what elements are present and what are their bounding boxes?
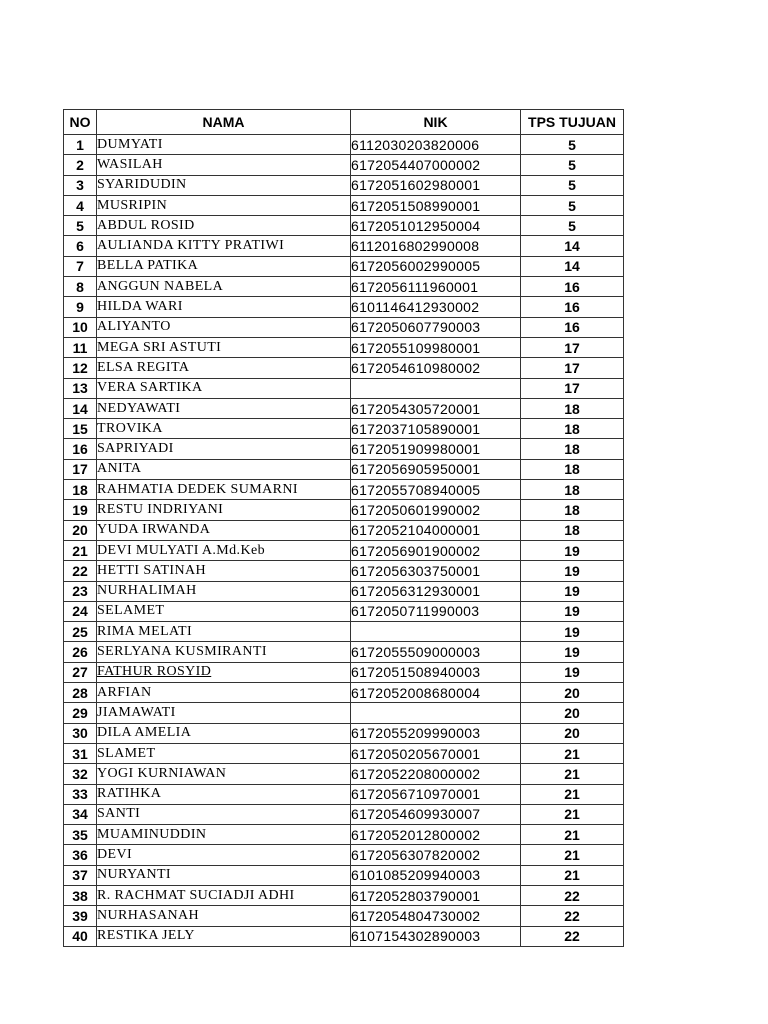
name-cell: RIMA MELATI [97,622,351,642]
tps-cell: 22 [521,926,624,946]
row-number-cell: 12 [64,358,97,378]
table-row [64,865,624,885]
row-number-cell: 23 [64,581,97,601]
name-cell: TROVIKA [97,419,351,439]
nik-cell: 6172055209990003 [351,723,521,743]
tps-cell: 21 [521,804,624,824]
tps-cell: 20 [521,703,624,723]
nik-cell: 6172054610980002 [351,358,521,378]
tps-cell: 19 [521,622,624,642]
table-row [64,155,624,175]
row-number-cell: 31 [64,743,97,763]
nik-cell: 6172050205670001 [351,743,521,763]
table-row [64,378,624,398]
nik-cell: 6172051508940003 [351,662,521,682]
name-cell: SERLYANA KUSMIRANTI [97,642,351,662]
name-cell: R. RACHMAT SUCIADJI ADHI [97,885,351,905]
name-cell: DEVI [97,845,351,865]
table-row [64,358,624,378]
tps-cell: 16 [521,317,624,337]
tps-cell: 19 [521,662,624,682]
table-row [64,175,624,195]
table-row [64,683,624,703]
name-cell: RAHMATIA DEDEK SUMARNI [97,480,351,500]
tps-cell: 18 [521,398,624,418]
row-number-cell: 19 [64,500,97,520]
table-row [64,825,624,845]
row-number-cell: 22 [64,561,97,581]
name-cell: NEDYAWATI [97,398,351,418]
name-cell: NURHALIMAH [97,581,351,601]
nik-cell: 6172055708940005 [351,480,521,500]
name-cell: WASILAH [97,155,351,175]
name-cell: RESTIKA JELY [97,926,351,946]
table-row [64,540,624,560]
nik-cell: 6172056111960001 [351,277,521,297]
table-row [64,439,624,459]
header-nik: NIK [351,110,521,135]
name-cell: NURYANTI [97,865,351,885]
table-row [64,764,624,784]
name-cell: SLAMET [97,743,351,763]
tps-cell: 19 [521,540,624,560]
row-number-cell: 4 [64,195,97,215]
voter-table [63,109,624,947]
nik-cell: 6172051012950004 [351,216,521,236]
name-cell: ABDUL ROSID [97,216,351,236]
tps-cell: 14 [521,236,624,256]
table-row [64,642,624,662]
nik-cell: 6107154302890003 [351,926,521,946]
tps-cell: 17 [521,337,624,357]
nik-cell: 6172055509000003 [351,642,521,662]
row-number-cell: 14 [64,398,97,418]
table-row [64,784,624,804]
name-cell: SELAMET [97,601,351,621]
row-number-cell: 11 [64,337,97,357]
table-row [64,703,624,723]
row-number-cell: 36 [64,845,97,865]
tps-cell: 5 [521,195,624,215]
row-number-cell: 17 [64,459,97,479]
nik-cell: 6112016802990008 [351,236,521,256]
nik-cell: 6172056905950001 [351,459,521,479]
tps-cell: 18 [521,439,624,459]
table-header-row [64,110,624,135]
name-cell: MUSRIPIN [97,195,351,215]
name-cell: SYARIDUDIN [97,175,351,195]
tps-cell: 5 [521,175,624,195]
table-row [64,743,624,763]
row-number-cell: 29 [64,703,97,723]
name-cell: HILDA WARI [97,297,351,317]
row-number-cell: 18 [64,480,97,500]
tps-cell: 16 [521,297,624,317]
tps-cell: 21 [521,743,624,763]
nik-cell: 6172052012800002 [351,825,521,845]
header-nama: NAMA [97,110,351,135]
name-cell: YUDA IRWANDA [97,520,351,540]
row-number-cell: 21 [64,540,97,560]
name-cell: ARFIAN [97,683,351,703]
name-cell: ANGGUN NABELA [97,277,351,297]
row-number-cell: 27 [64,662,97,682]
tps-cell: 5 [521,155,624,175]
name-cell: JIAMAWATI [97,703,351,723]
table-row [64,135,624,155]
row-number-cell: 24 [64,601,97,621]
nik-cell: 6172056312930001 [351,581,521,601]
nik-cell: 6172052104000001 [351,520,521,540]
row-number-cell: 28 [64,683,97,703]
table-row [64,662,624,682]
table-row [64,520,624,540]
row-number-cell: 7 [64,256,97,276]
row-number-cell: 16 [64,439,97,459]
row-number-cell: 2 [64,155,97,175]
nik-cell: 6101085209940003 [351,865,521,885]
nik-cell: 6101146412930002 [351,297,521,317]
header-tps: TPS TUJUAN [521,110,624,135]
tps-cell: 19 [521,561,624,581]
tps-cell: 21 [521,784,624,804]
name-cell: DILA AMELIA [97,723,351,743]
row-number-cell: 15 [64,419,97,439]
tps-cell: 21 [521,825,624,845]
name-cell: RATIHKA [97,784,351,804]
table-row [64,581,624,601]
row-number-cell: 34 [64,804,97,824]
table-row [64,906,624,926]
tps-cell: 22 [521,885,624,905]
row-number-cell: 32 [64,764,97,784]
table-row [64,256,624,276]
table-row [64,622,624,642]
header-no: NO [64,110,97,135]
tps-cell: 14 [521,256,624,276]
table-row [64,601,624,621]
tps-cell: 5 [521,135,624,155]
nik-cell: 6172052208000002 [351,764,521,784]
nik-cell: 6172056303750001 [351,561,521,581]
tps-cell: 21 [521,845,624,865]
row-number-cell: 5 [64,216,97,236]
table-row [64,277,624,297]
nik-cell: 6172052008680004 [351,683,521,703]
row-number-cell: 10 [64,317,97,337]
nik-cell [351,703,521,723]
row-number-cell: 3 [64,175,97,195]
tps-cell: 20 [521,723,624,743]
table-row [64,195,624,215]
tps-cell: 18 [521,419,624,439]
table-row [64,459,624,479]
nik-cell: 6172056002990005 [351,256,521,276]
row-number-cell: 6 [64,236,97,256]
nik-cell: 6172050607790003 [351,317,521,337]
name-cell: MEGA SRI ASTUTI [97,337,351,357]
nik-cell: 6172056901900002 [351,540,521,560]
tps-cell: 21 [521,865,624,885]
nik-cell: 6172037105890001 [351,419,521,439]
row-number-cell: 20 [64,520,97,540]
name-cell: SAPRIYADI [97,439,351,459]
row-number-cell: 9 [64,297,97,317]
name-cell: ELSA REGITA [97,358,351,378]
row-number-cell: 26 [64,642,97,662]
name-cell: NURHASANAH [97,906,351,926]
tps-cell: 18 [521,459,624,479]
table-row [64,926,624,946]
name-cell: FATHUR ROSYID [97,662,351,682]
nik-cell: 6172051602980001 [351,175,521,195]
nik-cell: 6172054804730002 [351,906,521,926]
row-number-cell: 8 [64,277,97,297]
name-cell: YOGI KURNIAWAN [97,764,351,784]
tps-cell: 18 [521,480,624,500]
table-body [64,135,624,947]
table-row [64,804,624,824]
tps-cell: 18 [521,500,624,520]
table-row [64,398,624,418]
table-row [64,723,624,743]
tps-cell: 17 [521,358,624,378]
nik-cell: 6172056307820002 [351,845,521,865]
name-cell: ANITA [97,459,351,479]
tps-cell: 19 [521,581,624,601]
tps-cell: 21 [521,764,624,784]
table-row [64,885,624,905]
tps-cell: 22 [521,906,624,926]
name-cell: ALIYANTO [97,317,351,337]
row-number-cell: 13 [64,378,97,398]
row-number-cell: 40 [64,926,97,946]
nik-cell: 6172054609930007 [351,804,521,824]
table-row [64,236,624,256]
nik-cell: 6172052803790001 [351,885,521,905]
row-number-cell: 37 [64,865,97,885]
nik-cell [351,378,521,398]
row-number-cell: 25 [64,622,97,642]
table-row [64,216,624,236]
row-number-cell: 1 [64,135,97,155]
name-cell: RESTU INDRIYANI [97,500,351,520]
tps-cell: 17 [521,378,624,398]
tps-cell: 19 [521,601,624,621]
row-number-cell: 33 [64,784,97,804]
tps-cell: 20 [521,683,624,703]
nik-cell: 6172054305720001 [351,398,521,418]
nik-cell: 6172054407000002 [351,155,521,175]
row-number-cell: 38 [64,885,97,905]
table-row [64,561,624,581]
name-cell: VERA SARTIKA [97,378,351,398]
name-cell: DUMYATI [97,135,351,155]
tps-cell: 18 [521,520,624,540]
nik-cell: 6112030203820006 [351,135,521,155]
nik-cell: 6172051909980001 [351,439,521,459]
name-cell: SANTI [97,804,351,824]
nik-cell: 6172055109980001 [351,337,521,357]
row-number-cell: 35 [64,825,97,845]
nik-cell: 6172051508990001 [351,195,521,215]
table-row [64,297,624,317]
table-row [64,500,624,520]
table-row [64,337,624,357]
row-number-cell: 30 [64,723,97,743]
tps-cell: 19 [521,642,624,662]
nik-cell [351,622,521,642]
tps-cell: 16 [521,277,624,297]
nik-cell: 6172056710970001 [351,784,521,804]
name-cell: DEVI MULYATI A.Md.Keb [97,540,351,560]
tps-cell: 5 [521,216,624,236]
nik-cell: 6172050601990002 [351,500,521,520]
name-cell: MUAMINUDDIN [97,825,351,845]
name-cell: HETTI SATINAH [97,561,351,581]
table-row [64,317,624,337]
row-number-cell: 39 [64,906,97,926]
table-row [64,419,624,439]
name-cell: AULIANDA KITTY PRATIWI [97,236,351,256]
table-row [64,480,624,500]
nik-cell: 6172050711990003 [351,601,521,621]
name-cell: BELLA PATIKA [97,256,351,276]
table-row [64,845,624,865]
